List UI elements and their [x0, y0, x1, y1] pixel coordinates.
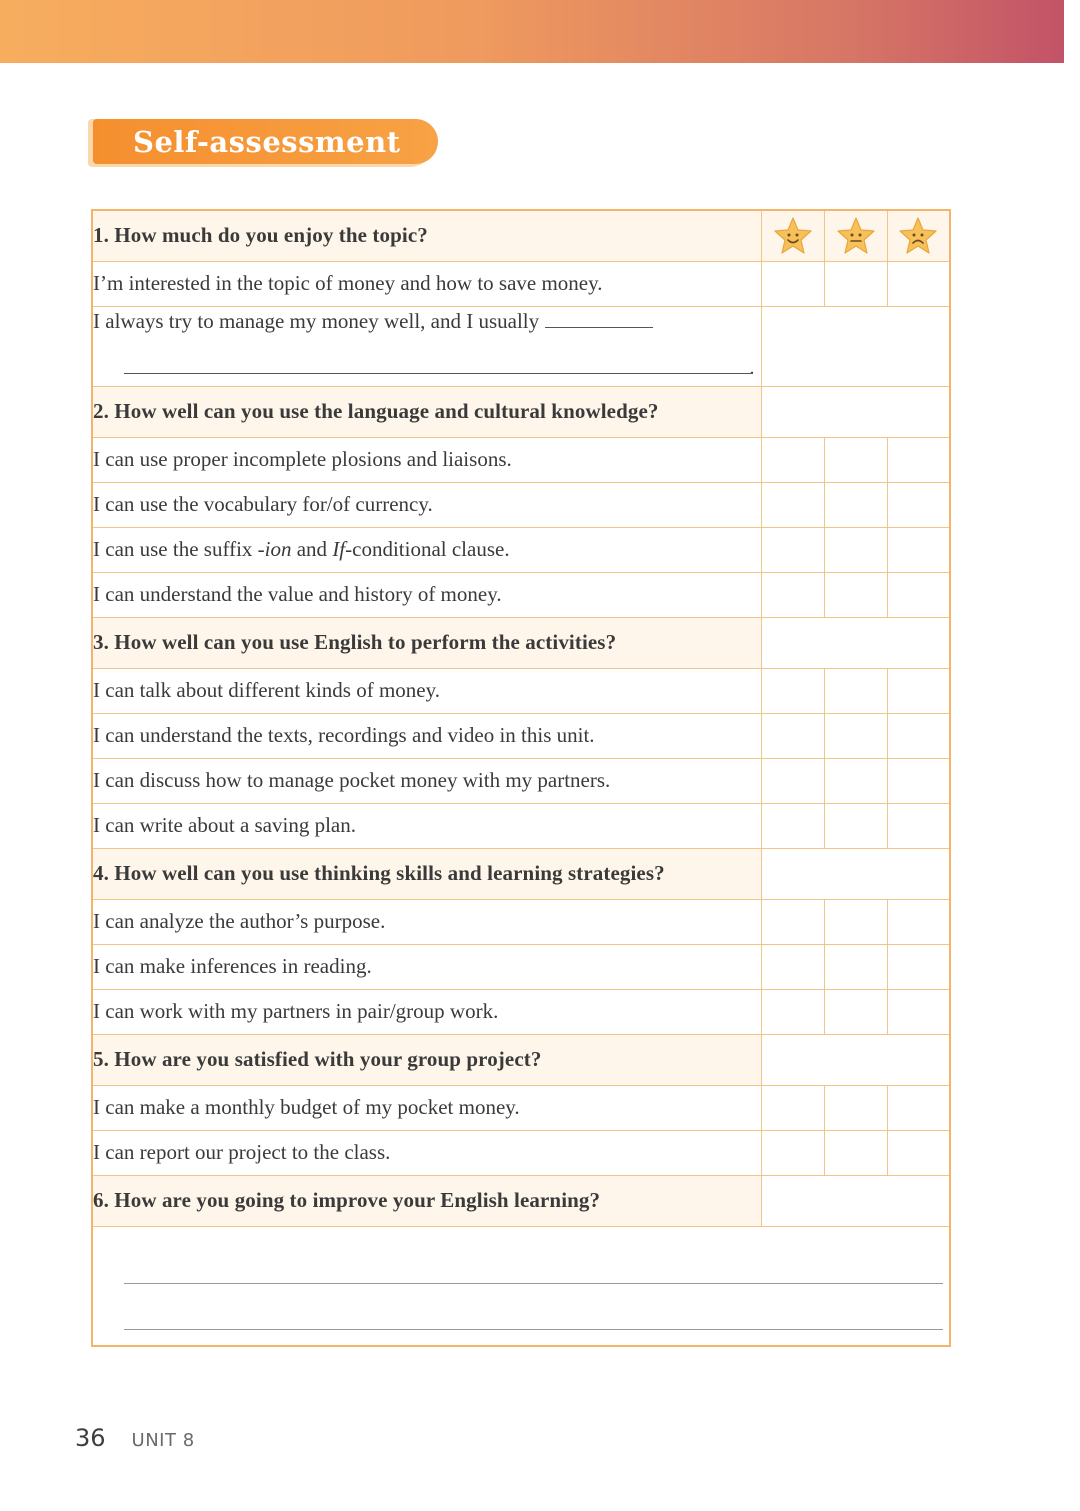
answer-line-1[interactable]: [124, 1283, 943, 1284]
rating-cell-neutral[interactable]: [824, 527, 887, 572]
item-row: [92, 668, 950, 713]
item-text: I can make a monthly budget of my pocket money.: [92, 1085, 761, 1130]
rating-cell-sad[interactable]: [887, 803, 950, 848]
question-2: 2. How well can you use the language and cultural knowledge?: [92, 386, 761, 437]
rating-cell-happy[interactable]: [761, 437, 824, 482]
question-1: 1. How much do you enjoy the topic?: [92, 210, 761, 261]
self-assessment-table: [91, 209, 951, 1347]
rating-cell-sad[interactable]: [887, 1130, 950, 1175]
neutral-star-icon: [836, 216, 876, 256]
rating-cell-neutral[interactable]: [824, 261, 887, 306]
rating-cell-happy[interactable]: [761, 572, 824, 617]
rating-cell-happy[interactable]: [761, 1085, 824, 1130]
rating-cell-neutral[interactable]: [824, 437, 887, 482]
item-text: I can analyze the author’s purpose.: [92, 899, 761, 944]
top-color-band: [0, 0, 1064, 63]
question-row-2: [92, 386, 950, 437]
rating-cell-sad[interactable]: [887, 944, 950, 989]
item-text: I can use the vocabulary for/of currency.: [92, 482, 761, 527]
rating-header-sad: [887, 210, 950, 261]
rating-cell-neutral[interactable]: [824, 1085, 887, 1130]
item-text: I can understand the value and history of money.: [92, 572, 761, 617]
rating-cell-happy[interactable]: [761, 482, 824, 527]
item-text: I always try to manage my money well, and I usually: [93, 308, 540, 333]
rating-cell-sad[interactable]: [887, 261, 950, 306]
rating-cell-sad[interactable]: [887, 482, 950, 527]
happy-star-icon: [773, 216, 813, 256]
item-row: [92, 572, 950, 617]
item-text: I can understand the texts, recordings and video in this unit.: [92, 713, 761, 758]
question-row-3: [92, 617, 950, 668]
rating-cell-neutral[interactable]: [824, 668, 887, 713]
rating-cell-neutral[interactable]: [824, 803, 887, 848]
item-row: [92, 1130, 950, 1175]
rating-cell-sad[interactable]: [887, 758, 950, 803]
item-text: I can discuss how to manage pocket money with my partners.: [92, 758, 761, 803]
page-footer: [75, 1424, 195, 1452]
rating-cell-happy[interactable]: [761, 758, 824, 803]
item-text: I can talk about different kinds of money.: [92, 668, 761, 713]
item-row: [92, 437, 950, 482]
rating-cell-neutral[interactable]: [824, 1130, 887, 1175]
rating-cell-sad[interactable]: [887, 989, 950, 1034]
rating-cell-neutral[interactable]: [824, 899, 887, 944]
item-text-part: and: [291, 537, 333, 561]
rating-cell-sad[interactable]: [887, 437, 950, 482]
section-title-banner: [88, 119, 440, 169]
question-row-4: [92, 848, 950, 899]
item-text: I can write about a saving plan.: [92, 803, 761, 848]
answer-area: [92, 1226, 950, 1346]
item-text-italic: -ion: [257, 537, 292, 561]
question-row-6: [92, 1175, 950, 1226]
item-row: [92, 758, 950, 803]
rating-cell-happy[interactable]: [761, 899, 824, 944]
rating-cell-sad[interactable]: [887, 527, 950, 572]
page-number: 36: [75, 1424, 106, 1452]
item-text: I can report our project to the class.: [92, 1130, 761, 1175]
rating-cell-happy[interactable]: [761, 1130, 824, 1175]
item-row: [92, 713, 950, 758]
item-text: I can work with my partners in pair/group work.: [92, 989, 761, 1034]
rating-cell-neutral[interactable]: [824, 713, 887, 758]
blank-line-long[interactable]: [124, 373, 751, 374]
item-row-fill-in: [92, 306, 950, 386]
item-row: [92, 899, 950, 944]
rating-cell-sad[interactable]: [887, 1085, 950, 1130]
empty-rating-area: [761, 306, 950, 386]
rating-cell-sad[interactable]: [887, 899, 950, 944]
fill-in-item: [92, 306, 761, 386]
rating-header-happy: [761, 210, 824, 261]
item-text-italic: If: [332, 537, 346, 561]
rating-cell-happy[interactable]: [761, 944, 824, 989]
rating-cell-neutral[interactable]: [824, 758, 887, 803]
item-text: I’m interested in the topic of money and how to save money.: [92, 261, 761, 306]
question-3: 3. How well can you use English to perform the activities?: [92, 617, 761, 668]
blank-line-short[interactable]: [545, 307, 653, 328]
item-row: [92, 1085, 950, 1130]
question-rating-blank: [761, 1175, 950, 1226]
rating-cell-happy[interactable]: [761, 668, 824, 713]
rating-cell-happy[interactable]: [761, 713, 824, 758]
rating-cell-sad[interactable]: [887, 572, 950, 617]
item-row: [92, 989, 950, 1034]
rating-cell-neutral[interactable]: [824, 989, 887, 1034]
question-row-5: [92, 1034, 950, 1085]
sad-star-icon: [898, 216, 938, 256]
rating-cell-happy[interactable]: [761, 527, 824, 572]
question-row-1: [92, 210, 950, 261]
item-text: I can use proper incomplete plosions and liaisons.: [92, 437, 761, 482]
item-row: [92, 944, 950, 989]
unit-label: UNIT 8: [131, 1430, 195, 1451]
item-row: [92, 527, 950, 572]
question-5: 5. How are you satisfied with your group project?: [92, 1034, 761, 1085]
item-text-part: -conditional clause.: [345, 537, 510, 561]
question-rating-blank: [761, 1034, 950, 1085]
rating-cell-sad[interactable]: [887, 668, 950, 713]
rating-cell-neutral[interactable]: [824, 572, 887, 617]
item-row: [92, 261, 950, 306]
question-6: 6. How are you going to improve your English learning?: [92, 1175, 761, 1226]
rating-header-neutral: [824, 210, 887, 261]
rating-cell-happy[interactable]: [761, 803, 824, 848]
item-text-suffix: [92, 527, 761, 572]
rating-cell-happy[interactable]: [761, 989, 824, 1034]
item-text: I can make inferences in reading.: [92, 944, 761, 989]
title-pill: [93, 119, 438, 164]
item-row: [92, 482, 950, 527]
question-rating-blank: [761, 848, 950, 899]
page-title: Self-assessment: [133, 124, 401, 159]
question-rating-blank: [761, 386, 950, 437]
rating-cell-neutral[interactable]: [824, 482, 887, 527]
rating-cell-neutral[interactable]: [824, 944, 887, 989]
rating-cell-happy[interactable]: [761, 261, 824, 306]
item-row: [92, 803, 950, 848]
answer-line-2[interactable]: [124, 1329, 943, 1330]
answer-row: [92, 1226, 950, 1346]
rating-cell-sad[interactable]: [887, 713, 950, 758]
question-rating-blank: [761, 617, 950, 668]
question-4: 4. How well can you use thinking skills and learning strategies?: [92, 848, 761, 899]
item-text-part: I can use the suffix: [93, 537, 258, 561]
period-mark: .: [749, 356, 755, 379]
